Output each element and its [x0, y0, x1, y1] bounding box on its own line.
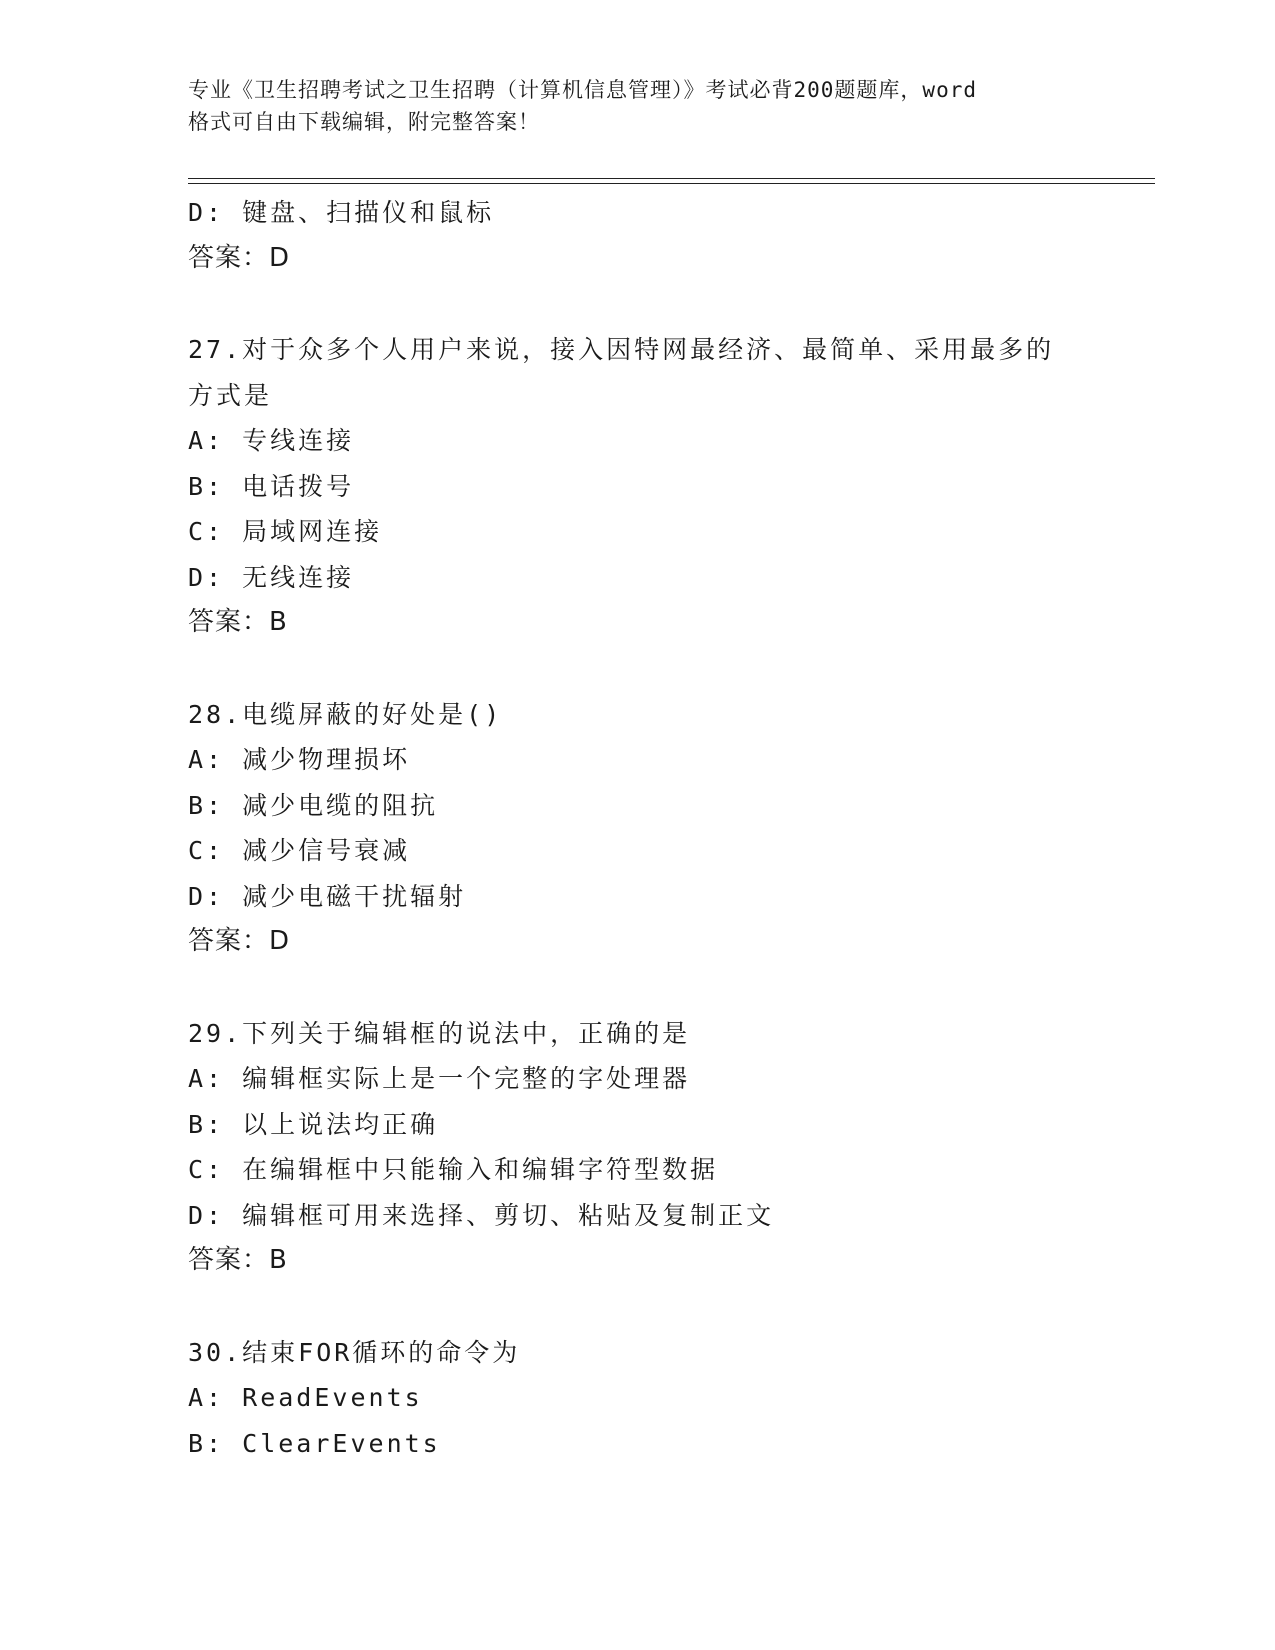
- spacer: [188, 965, 1148, 1011]
- option-b: B: ClearEvents: [188, 1428, 441, 1458]
- question-stem: 28.电缆屏蔽的好处是(): [188, 699, 503, 729]
- header-rule-top: [188, 178, 1155, 179]
- header-line-1: 专业《卫生招聘考试之卫生招聘（计算机信息管理）》考试必背200题题库，word: [188, 78, 977, 102]
- option-d: D: 减少电磁干扰辐射: [188, 881, 467, 911]
- answer-line: 答案：D: [188, 242, 291, 273]
- option-d: D: 编辑框可用来选择、剪切、粘贴及复制正文: [188, 1200, 775, 1230]
- option-b: B: 减少电缆的阻抗: [188, 790, 439, 820]
- spacer: [188, 646, 1148, 692]
- option-a: A: 减少物理损坏: [188, 745, 411, 774]
- option-b: B: 电话拨号: [188, 471, 355, 501]
- header-line-2: 格式可自由下载编辑，附完整答案！: [188, 110, 540, 134]
- document-body: [188, 190, 1148, 1466]
- option-c: C: 在编辑框中只能输入和编辑字符型数据: [188, 1155, 719, 1184]
- header-rule-bottom: [188, 183, 1155, 184]
- question-26-continuation: [188, 190, 1148, 281]
- question-stem: 27.对于众多个人用户来说，接入因特网最经济、最简单、采用最多的: [188, 335, 1055, 364]
- document-header: [188, 74, 1088, 138]
- option-d: D: 无线连接: [188, 562, 355, 592]
- question-30: [188, 1330, 1148, 1467]
- spacer: [188, 281, 1148, 327]
- answer-line: 答案：B: [188, 1245, 288, 1275]
- question-stem: 29.下列关于编辑框的说法中，正确的是: [188, 1018, 691, 1048]
- option-a: A: 专线连接: [188, 426, 355, 455]
- option-d: D: 键盘、扫描仪和鼠标: [188, 198, 495, 227]
- question-28: [188, 692, 1148, 965]
- question-29: [188, 1011, 1148, 1284]
- option-a: A: 编辑框实际上是一个完整的字处理器: [188, 1064, 691, 1093]
- answer-line: 答案：D: [188, 926, 291, 956]
- spacer: [188, 1284, 1148, 1330]
- answer-line: 答案：B: [188, 607, 288, 637]
- question-stem: 30.结束FOR循环的命令为: [188, 1337, 521, 1367]
- question-27: [188, 327, 1148, 646]
- option-c: C: 局域网连接: [188, 517, 383, 546]
- question-stem-continued: 方式是: [188, 380, 273, 410]
- option-b: B: 以上说法均正确: [188, 1109, 439, 1139]
- option-c: C: 减少信号衰减: [188, 836, 411, 865]
- option-a: A: ReadEvents: [188, 1383, 423, 1412]
